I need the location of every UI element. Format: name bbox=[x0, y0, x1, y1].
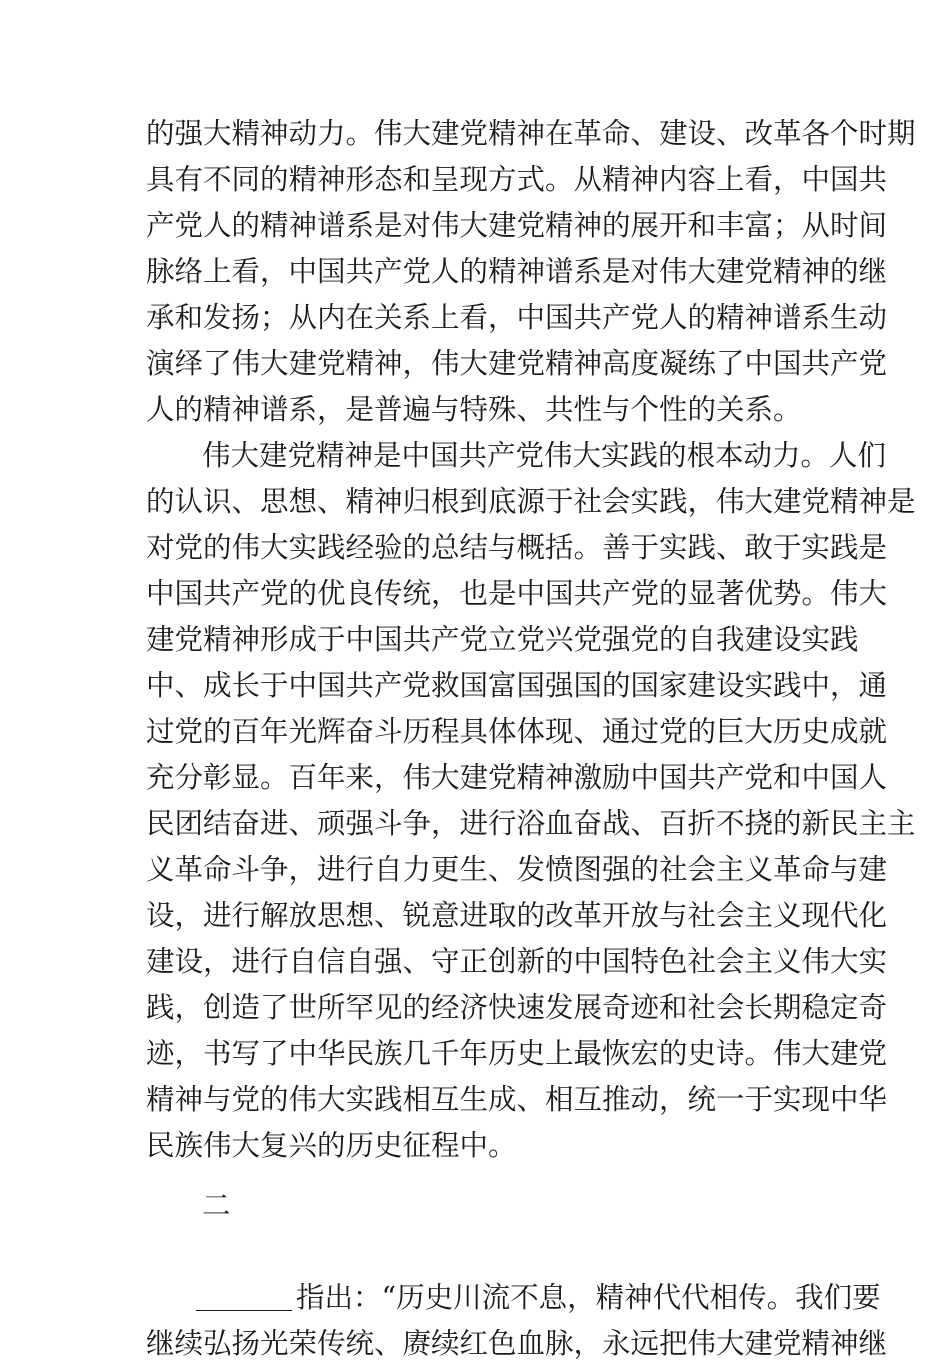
para2-line-15: 精神与党的伟大实践相互生成、相互推动，统一于实现中华 bbox=[146, 1083, 888, 1116]
para2-line-14: 迹，书写了中华民族几千年历史上最恢宏的史诗。伟大建党 bbox=[146, 1037, 888, 1070]
para1-line-1: 的强大精神动力。伟大建党精神在革命、建设、改革各个时期 bbox=[146, 117, 916, 150]
para1-line-3: 产党人的精神谱系是对伟大建党精神的展开和丰富；从时间 bbox=[146, 209, 888, 242]
para2-line-3: 对党的伟大实践经验的总结与概括。善于实践、敢于实践是 bbox=[146, 531, 888, 564]
para2-line-11: 设，进行解放思想、锐意进取的改革开放与社会主义现代化 bbox=[146, 899, 888, 932]
para1-line-5: 承和发扬；从内在关系上看，中国共产党人的精神谱系生动 bbox=[146, 301, 888, 334]
para3-line-1-text: 指出：“历史川流不息，精神代代相传。我们要 bbox=[296, 1281, 881, 1314]
para2-line-10: 义革命斗争，进行自力更生、发愤图强的社会主义革命与建 bbox=[146, 853, 888, 886]
para3-line-2: 继续弘扬光荣传统、赓续红色血脉，永远把伟大建党精神继 bbox=[146, 1327, 888, 1360]
para2-line-6: 中、成长于中国共产党救国富国强国的国家建设实践中，通 bbox=[146, 669, 888, 702]
para1-line-7: 人的精神谱系，是普遍与特殊、共性与个性的关系。 bbox=[146, 393, 802, 426]
para2-line-4: 中国共产党的优良传统，也是中国共产党的显著优势。伟大 bbox=[146, 577, 888, 610]
para2-line-2: 的认识、思想、精神归根到底源于社会实践，伟大建党精神是 bbox=[146, 485, 916, 518]
para2-line-5: 建党精神形成于中国共产党立党兴党强党的自我建设实践 bbox=[146, 623, 859, 656]
para2-line-12: 建设，进行自信自强、守正创新的中国特色社会主义伟大实 bbox=[146, 945, 888, 978]
section-heading: 二 bbox=[202, 1189, 231, 1222]
para2-line-7: 过党的百年光辉奋斗历程具体体现、通过党的巨大历史成就 bbox=[146, 715, 888, 748]
para1-line-6: 演绎了伟大建党精神，伟大建党精神高度凝练了中国共产党 bbox=[146, 347, 888, 380]
para2-line-16: 民族伟大复兴的历史征程中。 bbox=[146, 1129, 517, 1162]
para2-line-13: 践，创造了世所罕见的经济快速发展奇迹和社会长期稳定奇 bbox=[146, 991, 888, 1024]
para2-line-8: 充分彰显。百年来，伟大建党精神激励中国共产党和中国人 bbox=[146, 761, 888, 794]
para1-line-4: 脉络上看，中国共产党人的精神谱系是对伟大建党精神的继 bbox=[146, 255, 888, 288]
para2-line-1: 伟大建党精神是中国共产党伟大实践的根本动力。人们 bbox=[202, 439, 887, 472]
para1-line-2: 具有不同的精神形态和呈现方式。从精神内容上看，中国共 bbox=[146, 163, 888, 196]
para2-line-9: 民团结奋进、顽强斗争，进行浴血奋战、百折不挠的新民主主 bbox=[146, 807, 916, 840]
